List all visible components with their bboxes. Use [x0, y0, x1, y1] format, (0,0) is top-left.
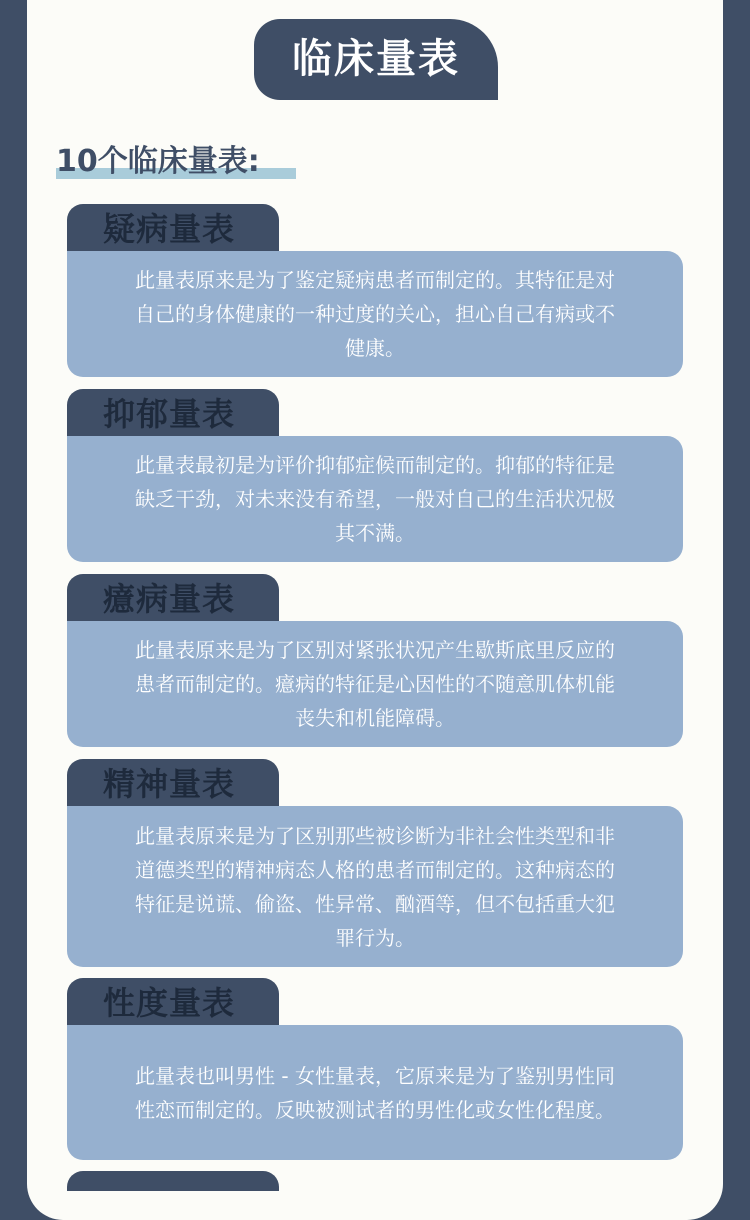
- section-title: 抑郁量表: [103, 395, 236, 433]
- subtitle: 10个临床量表:: [56, 144, 260, 179]
- section-description: 此量表原来是为了区别那些被诊断为非社会性类型和非道德类型的精神病态人格的患者而制定的。这种病态的特征是说谎、偷盗、性异常、酗酒等，但不包括重大犯罪行为。: [135, 823, 615, 950]
- section-description-box: [67, 621, 683, 747]
- section-description: 此量表最初是为评价抑郁症候而制定的。抑郁的特征是缺乏干劲，对未来没有希望，一般对自己的生活状况极其不满。: [135, 453, 615, 545]
- section-depression: [67, 389, 683, 564]
- section-description-box: [67, 806, 683, 967]
- section-description: 此量表原来是为了区别对紧张状况产生歇斯底里反应的患者而制定的。癔病的特征是心因性的不随意肌体机能丧失和机能障碍。: [135, 638, 615, 730]
- section-description: 此量表原来是为了鉴定疑病患者而制定的。其特征是对自己的身体健康的一种过度的关心，担心自己有病或不健康。: [135, 268, 615, 360]
- section-description-box: [67, 436, 683, 562]
- section-psychopathic: [67, 759, 683, 967]
- section-title: 精神量表: [103, 765, 236, 803]
- section-masculinity-femininity: [67, 978, 683, 1163]
- section-hypochondriasis: [67, 204, 683, 379]
- section-title: 疑病量表: [103, 210, 236, 248]
- section-description: 此量表也叫男性 - 女性量表，它原来是为了鉴别男性同性恋而制定的。反映被测试者的男性化或女性化程度。: [135, 1063, 615, 1122]
- section-description-box: [67, 251, 683, 377]
- section-description-box: [67, 1025, 683, 1160]
- section-hysteria: [67, 574, 683, 749]
- section-title: 性度量表: [103, 984, 236, 1022]
- next-section-tab: [67, 1171, 279, 1191]
- section-title: 癔病量表: [103, 580, 236, 618]
- page-title: 临床量表: [254, 19, 498, 100]
- subtitle-block: [56, 140, 260, 184]
